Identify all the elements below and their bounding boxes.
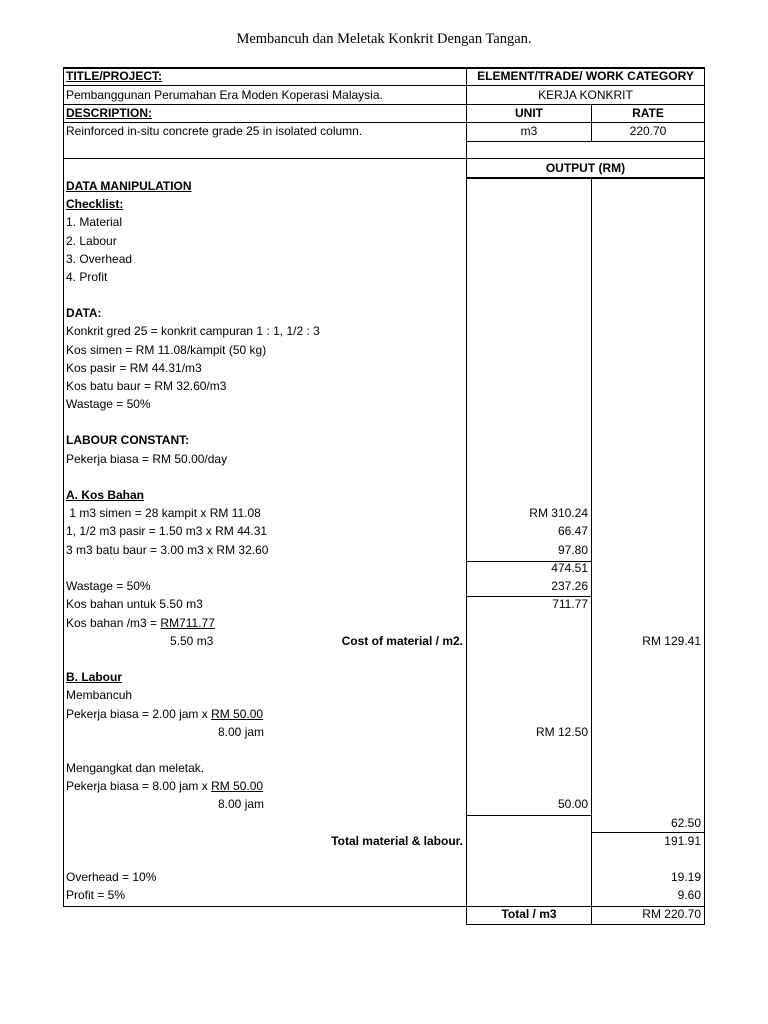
project-name: Pembanggunan Perumahan Era Moden Koperasi Malaysia.: [66, 88, 383, 102]
checklist-heading: Checklist:: [66, 197, 124, 211]
data-line: Kos simen = RM 11.08/kampit (50 kg): [66, 343, 267, 357]
unit-label: UNIT: [515, 106, 543, 120]
description-label: DESCRIPTION:: [66, 106, 153, 120]
profit-label: Profit = 5%: [66, 888, 126, 902]
kos-bahan-per-m3: Kos bahan /m3 = RM711.77: [66, 616, 215, 630]
membancuh-value: RM 12.50: [535, 725, 588, 739]
checklist-item: 1. Material: [66, 215, 123, 229]
material-subtotal: 474.51: [551, 561, 588, 575]
total-material-labour-label: Total material & labour.: [331, 834, 463, 848]
data-line: Konkrit gred 25 = konkrit campuran 1 : 1, 1/2 : 3: [66, 324, 320, 338]
data-heading: DATA:: [66, 306, 102, 320]
labour-total: 62.50: [670, 816, 701, 830]
checklist-item: 4. Profit: [66, 270, 108, 284]
checklist-item: 2. Labour: [66, 234, 117, 248]
material-row-label: 1, 1/2 m3 pasir = 1.50 m3 x RM 44.31: [66, 524, 268, 538]
unit-value: m3: [520, 124, 538, 138]
total-per-m3-label: Total / m3: [501, 907, 557, 921]
mengangkat-value: 50.00: [557, 797, 588, 811]
data-line: Kos pasir = RM 44.31/m3: [66, 361, 202, 375]
data-manipulation-heading: DATA MANIPULATION: [66, 179, 192, 193]
material-row-value: 97.80: [557, 543, 588, 557]
labour-constant-heading: LABOUR CONSTANT:: [66, 433, 190, 447]
mengangkat-label: Mengangkat dan meletak.: [66, 761, 205, 775]
membancuh-denominator: 8.00 jam: [218, 725, 265, 739]
mengangkat-formula: Pekerja biasa = 8.00 jam x RM 50.00: [66, 779, 264, 793]
description-text: Reinforced in-situ concrete grade 25 in isolated column.: [66, 124, 363, 138]
output-label: OUTPUT (RM): [545, 161, 626, 175]
mengangkat-denominator: 8.00 jam: [218, 797, 265, 811]
kos-bahan-total-label: Kos bahan untuk 5.50 m3: [66, 597, 203, 611]
cost-of-material-value: RM 129.41: [642, 634, 701, 648]
material-row-label: 1 m3 simen = 28 kampit x RM 11.08: [66, 506, 261, 520]
overhead-label: Overhead = 10%: [66, 870, 157, 884]
wastage-value: 237.26: [551, 579, 588, 593]
material-row-label: 3 m3 batu baur = 3.00 m3 x RM 32.60: [66, 543, 269, 557]
data-line: Wastage = 50%: [66, 397, 151, 411]
material-row-value: RM 310.24: [529, 506, 588, 520]
rate-value: 220.70: [629, 124, 667, 138]
element-value: KERJA KONKRIT: [538, 88, 633, 102]
rate-label: RATE: [632, 106, 664, 120]
kos-bahan-heading: A. Kos Bahan: [66, 488, 145, 502]
overhead-value: 19.19: [670, 870, 701, 884]
checklist-item: 3. Overhead: [66, 252, 133, 266]
total-material-labour-value: 191.91: [664, 834, 701, 848]
labour-constant-line: Pekerja biasa = RM 50.00/day: [66, 452, 228, 466]
labour-heading: B. Labour: [66, 670, 122, 684]
element-trade-label: ELEMENT/TRADE/ WORK CATEGORY: [477, 69, 694, 83]
membancuh-label: Membancuh: [66, 688, 133, 702]
title-project-label: TITLE/PROJECT:: [66, 69, 163, 83]
membancuh-formula: Pekerja biasa = 2.00 jam x RM 50.00: [66, 707, 264, 721]
total-per-m3-value: RM 220.70: [642, 907, 701, 921]
profit-value: 9.60: [677, 888, 701, 902]
document-title: Membancuh dan Meletak Konkrit Dengan Tangan.: [236, 31, 532, 47]
data-line: Kos batu baur = RM 32.60/m3: [66, 379, 227, 393]
wastage-label: Wastage = 50%: [66, 579, 151, 593]
kos-bahan-total-value: 711.77: [552, 597, 588, 611]
material-row-value: 66.47: [557, 524, 588, 538]
cost-of-material-label: Cost of material / m2.: [341, 634, 463, 648]
kos-bahan-denominator: 5.50 m3: [170, 634, 214, 648]
